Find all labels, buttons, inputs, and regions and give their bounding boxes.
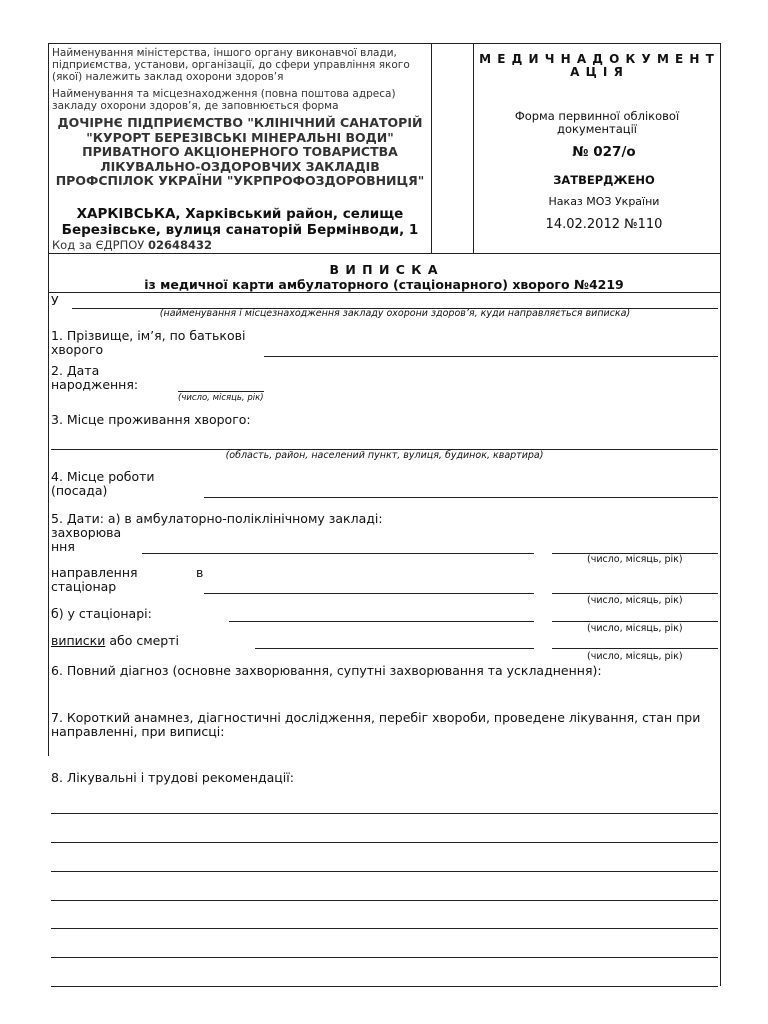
recommendation-line-2[interactable] bbox=[51, 842, 718, 843]
header-bottom-border bbox=[48, 253, 720, 254]
field-7-label: 7. Короткий анамнез, діагностичні дослідження, перебіг хвороби, проведене лікування, стан при направленні, при виписці: bbox=[51, 710, 701, 739]
edrpou-label: Код за ЄДРПОУ bbox=[52, 238, 145, 252]
form-number: № 027/о bbox=[572, 144, 636, 160]
referral-date-line[interactable] bbox=[552, 593, 718, 594]
hospital-line[interactable] bbox=[229, 621, 534, 622]
doc-title: М Е Д И Ч Н А Д О К У М Е Н Т А Ц І Я bbox=[479, 52, 715, 79]
recommendation-line-3[interactable] bbox=[51, 871, 718, 872]
body-left-border bbox=[48, 253, 49, 756]
field-5-label: 5. Дати: а) в амбулаторно-поліклінічному закладі: bbox=[51, 511, 383, 526]
order-label: Наказ МОЗ України bbox=[548, 195, 660, 208]
illness-line[interactable] bbox=[142, 553, 534, 554]
referral-label: направлення bbox=[51, 565, 138, 580]
facility-note: Найменування та місцезнаходження (повна поштова адреса) закладу охорони здоров’я, де заповнюється форма bbox=[52, 88, 396, 112]
recommendation-line-7[interactable] bbox=[51, 986, 718, 987]
referral-date-hint: (число, місяць, рік) bbox=[587, 595, 683, 606]
ministry-note: Найменування міністерства, іншого органу виконавчої влади, підприємства, установи, організації, до сфери управління якого (якої) належить заклад охорони здоров’я bbox=[52, 47, 410, 83]
to-label: У bbox=[51, 293, 59, 308]
hospital-date-line[interactable] bbox=[552, 621, 718, 622]
patient-name-line[interactable] bbox=[264, 356, 718, 357]
birth-date-hint bbox=[178, 393, 264, 404]
field-5b-label: б) у стаціонарі: bbox=[51, 606, 152, 621]
referral-hospital-label: стаціонар bbox=[51, 579, 117, 594]
residence-hint: (область, район, населений пункт, вулиця, будинок, квартира) bbox=[225, 450, 544, 461]
to-hint: (найменування і місцезнаходження закладу охорони здоров’я, куди направляється виписка) bbox=[159, 308, 631, 319]
discharge-date-hint: (число, місяць, рік) bbox=[587, 651, 683, 662]
order-date: 14.02.2012 №110 bbox=[545, 217, 663, 232]
recommendation-line-4[interactable] bbox=[51, 900, 718, 901]
header-top-border bbox=[48, 43, 720, 44]
approved-label: ЗАТВЕРДЖЕНО bbox=[553, 173, 655, 187]
facility-name: ДОЧІРНЄ ПІДПРИЄМСТВО "КЛІНІЧНИЙ САНАТОРІЙ "КУРОРТ БЕРЕЗІВСЬКІ МІНЕРАЛЬНІ ВОДИ" ПРИВАТНОГО АКЦІОНЕРНОГО ТОВАРИСТВА ЛІКУВАЛЬНО-ОЗДОРОВЧИХ ЗАКЛАДІВ ПРОФСПІЛОК УКРАЇНИ "УКРПРОФОЗДОРОВНИЦЯ" bbox=[55, 115, 425, 188]
header-divider-2 bbox=[473, 43, 474, 253]
recommendation-line-1[interactable] bbox=[51, 813, 718, 814]
title-bottom-border bbox=[48, 292, 720, 293]
birth-date-hint-text: (число, місяць, рік) bbox=[178, 393, 264, 403]
referral-line[interactable] bbox=[204, 593, 534, 594]
field-4-label: 4. Місце роботи (посада) bbox=[51, 469, 155, 498]
discharge-row-label bbox=[51, 634, 179, 648]
illness-date-hint: (число, місяць, рік) bbox=[587, 554, 683, 565]
doc-main-title: В И П И С К А bbox=[329, 262, 439, 277]
recommendation-line-5[interactable] bbox=[51, 928, 718, 929]
recommendation-line-6[interactable] bbox=[51, 957, 718, 958]
death-label: або смерті bbox=[109, 633, 179, 648]
field-6-label: 6. Повний діагноз (основне захворювання, супутні захворювання та ускладнення): bbox=[51, 663, 602, 678]
field-8-label: 8. Лікувальні і трудові рекомендації: bbox=[51, 770, 294, 785]
discharge-label: виписки bbox=[51, 633, 106, 648]
field-3-label: 3. Місце проживання хворого: bbox=[51, 412, 251, 427]
illness-label: захворювання bbox=[51, 525, 122, 554]
hospital-date-hint: (число, місяць, рік) bbox=[587, 623, 683, 634]
discharge-line[interactable] bbox=[255, 648, 534, 649]
facility-address: ХАРКІВСЬКА, Харківський район, селище Березівське, вулиця санаторій Бермінводи, 1 bbox=[61, 206, 419, 238]
field-1-label: 1. Прізвище, ім’я, по батькові хворого bbox=[51, 328, 246, 357]
referral-in-label: в bbox=[196, 565, 204, 580]
doc-subtitle: із медичної карти амбулаторного (стаціонарного) хворого №4219 bbox=[144, 277, 624, 292]
discharge-date-line[interactable] bbox=[552, 648, 718, 649]
header-left-border bbox=[48, 43, 49, 253]
edrpou-value: 02648432 bbox=[147, 238, 212, 252]
birth-date-line[interactable] bbox=[178, 391, 264, 392]
form-label: Форма первинної облікової документації bbox=[514, 109, 680, 136]
header-divider-1 bbox=[431, 43, 432, 253]
field-2-label: 2. Дата народження: bbox=[51, 363, 139, 392]
workplace-line[interactable] bbox=[204, 497, 718, 498]
edrpou bbox=[52, 239, 428, 251]
